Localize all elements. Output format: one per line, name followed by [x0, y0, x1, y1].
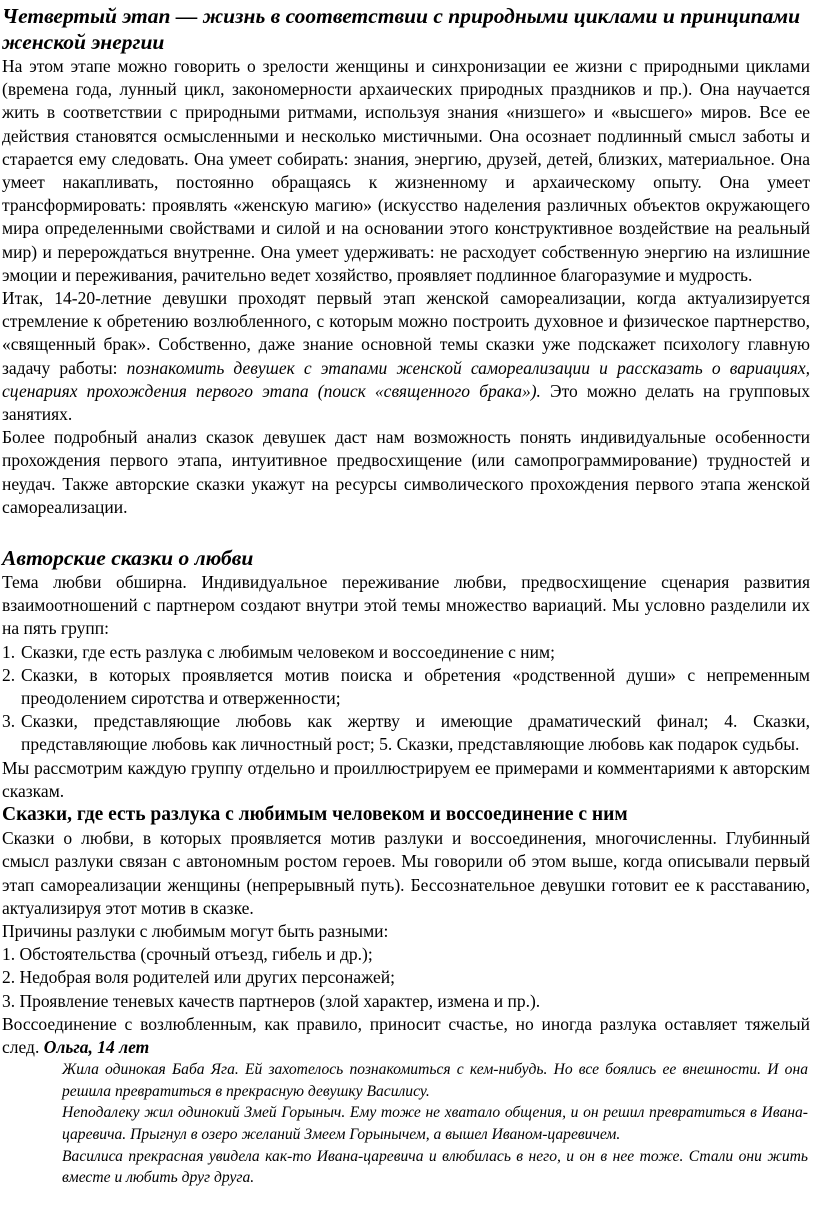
paragraph-fourth-stage: На этом этапе можно говорить о зрелости женщины и синхронизации ее жизни с природными циклами (времена года, лунный цикл, закономерности архаических природных праздников и пр.). Она научается жить в соответствии с природными ритмами, используя знания «низшего» и «высшего» миров. Все ее действия становятся осмысленными и несколько мистичными. Она осознает подлинный смысл заботы и старается ему следовать. Она умеет собирать: знания, энергию, друзей, детей, близких, материальное. Она умеет накапливать, постоянно обращаясь к жизненному и архаическому опыту. Она умеет трансформировать: проявлять «женскую магию» (искусство наделения различных объектов окружающего мира определенными свойствами и силой и на основании этого конструктивное воздействие на реальный мир) и перерождаться внутренне. Она умеет удерживать: не расходует собственную энергию на излишние эмоции и переживания, рачительно ведет хозяйство, проявляет подлинное благоразумие и мудрость.	[2, 56, 810, 285]
reason-item: 2. Недобрая воля родителей или других персонажей;	[2, 967, 395, 988]
paragraph-text: Воссоединение с возлюбленным, как правило, приносит счастье, но иногда разлука оставляет тяжелый след.	[2, 1013, 810, 1057]
section-heading-separation: Сказки, где есть разлука с любимым человеком и воссоединение с ним	[2, 804, 628, 826]
section-heading-love-tales: Авторские сказки о любви	[2, 546, 254, 571]
paragraph-love-intro: Тема любви обширна. Индивидуальное переживание любви, предвосхищение сценария развития взаимоотношений с партнером создают внутри этой темы множество вариаций. Мы условно разделили их на пять групп:	[2, 572, 810, 639]
story-paragraph: Василиса прекрасная увидела как-то Ивана-царевича и влюбилась в него, и он в нее тоже. Стали они жить вместе и любить друг друга.	[62, 1147, 808, 1187]
paragraph-detailed-analysis: Более подробный анализ сказок девушек даст нам возможность понять индивидуальные особенности прохождения первого этапа, интуитивное предвосхищение (или самопрограммирование) трудностей и неудач. Также авторские сказки укажут на ресурсы символического прохождения первого этапа женской самореализации.	[2, 427, 810, 517]
list-number: 3.	[2, 711, 16, 732]
story-paragraph: Жила одинокая Баба Яга. Ей захотелось познакомиться с кем-нибудь. Но все боялись ее внешности. И она решила превратиться в прекрасную девушку Василису.	[62, 1061, 808, 1100]
section-spacer	[2, 519, 810, 545]
groups-list	[2, 641, 810, 757]
paragraph-first-stage-summary	[2, 287, 810, 426]
paragraph-separation: Сказки о любви, в которых проявляется мотив разлуки и воссоединения, многочисленны. Глубинный смысл разлуки связан с автономным ростом героев. Мы говорили об этом выше, когда описывали первый этап самореализации женщины (непрерывный путь). Бессознательное девушки готовит ее к расставанию, актуализируя этот мотив в сказке.	[2, 828, 810, 918]
reason-item: 3. Проявление теневых качеств партнеров (злой характер, измена и пр.).	[2, 990, 541, 1011]
paragraph-italic-task: познакомить девушек с этапами женской самореализации и рассказать о вариациях, сценариях прохождения первого этапа (поиск «священного брака»).	[2, 357, 810, 401]
reason-item: 1. Обстоятельства (срочный отъезд, гибель и др.);	[2, 944, 373, 965]
list-number: 1.	[2, 641, 16, 662]
story-paragraph: Неподалеку жил одинокий Змей Горыныч. Ему тоже не хватало общения, и он решил превратиться в Ивана-царевича. Прыгнул в озеро желаний Змеем Горынычем, а вышел Иваном-царевичем.	[62, 1104, 808, 1143]
paragraph-text-end: Это можно делать на групповых занятиях.	[2, 380, 811, 425]
list-item	[2, 710, 810, 756]
story-author: Ольга, 14 лет	[43, 1036, 150, 1057]
paragraph-love-outro: Мы рассмотрим каждую группу отдельно и проиллюстрируем ее примерами и комментариями к авторским сказкам.	[2, 757, 810, 801]
list-item	[2, 664, 810, 710]
reasons-intro: Причины разлуки с любимым могут быть разными:	[2, 920, 389, 941]
list-item	[2, 641, 810, 664]
list-text: Сказки, где есть разлука с любимым человеком и воссоединение с ним;	[21, 641, 555, 662]
list-text: Сказки, в которых проявляется мотив поиска и обретения «родственной души» с непременным преодолением сиротства и отверженности;	[21, 664, 810, 709]
list-number: 2.	[2, 664, 16, 685]
story-excerpt	[2, 1059, 810, 1189]
list-text: Сказки, представляющие любовь как жертву и имеющие драматический финал; 4. Сказки, представляющие любовь как личностный рост; 5. Сказки, представляющие любовь как подарок судьбы.	[21, 711, 810, 755]
section-heading-fourth-stage: Четвертый этап — жизнь в соответствии с природными циклами и принципами женской энергии	[2, 4, 801, 54]
paragraph-text: Итак, 14-20-летние девушки проходят первый этап женской самореализации, когда актуализируется стремление к обретению возлюбленного, с которым можно построить духовное и физическое партнерство, «священный брак». Собственно, даже знание основной темы сказки уже подскажет психологу главную задачу работы:	[2, 288, 810, 378]
paragraph-reunion	[2, 1013, 810, 1059]
